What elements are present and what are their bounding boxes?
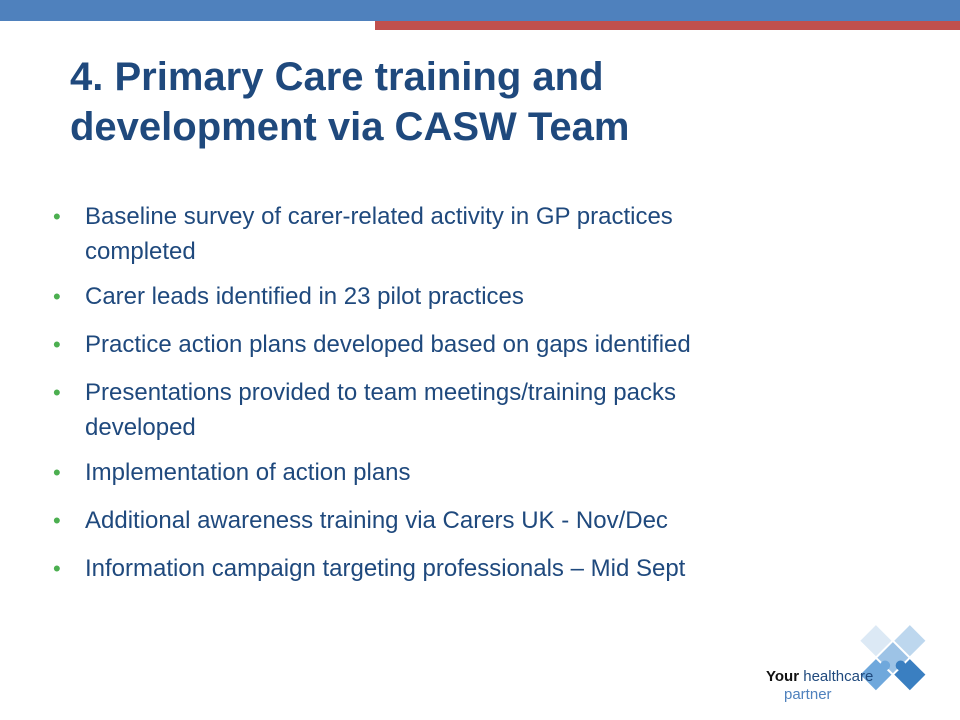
- bullet-item: [50, 326, 910, 364]
- bullet-text-continued: completed: [85, 238, 196, 265]
- slide-title: [70, 52, 930, 152]
- bullet-item: [50, 278, 910, 316]
- bullet-text: Presentations provided to team meetings/training packs: [85, 379, 676, 406]
- bullet-marker: •: [53, 508, 61, 533]
- bullet-item: [50, 454, 910, 492]
- bullet-text: Information campaign targeting professionals – Mid Sept: [85, 555, 686, 582]
- bullet-item: [50, 502, 910, 540]
- bullet-text: Additional awareness training via Carers UK - Nov/Dec: [85, 507, 668, 534]
- logo-word-your: Your: [766, 668, 800, 685]
- logo-wordmark: [766, 668, 876, 704]
- bullet-item: [50, 550, 910, 588]
- bullet-marker: •: [53, 380, 61, 405]
- brand-logo: [760, 618, 950, 718]
- bullet-item: [50, 198, 910, 268]
- bullet-marker: •: [53, 332, 61, 357]
- bullet-marker: •: [53, 284, 61, 309]
- bullet-text: Carer leads identified in 23 pilot practices: [85, 283, 524, 310]
- logo-word-healthcare: healthcare: [803, 668, 874, 685]
- bullet-text-continued: developed: [85, 414, 196, 441]
- bullet-list: [50, 198, 910, 598]
- bullet-marker: •: [53, 556, 61, 581]
- bullet-text: Baseline survey of carer-related activity in GP practices: [85, 203, 673, 230]
- slide-title-line-2: development via CASW Team: [70, 105, 630, 149]
- bullet-item: [50, 374, 910, 444]
- bullet-marker: •: [53, 204, 61, 229]
- bullet-marker: •: [53, 460, 61, 485]
- top-accent-bar-blue: [0, 0, 960, 21]
- slide-title-line-1: 4. Primary Care training and: [70, 55, 604, 99]
- bullet-text: Implementation of action plans: [85, 459, 411, 486]
- top-accent-bar-red: [375, 21, 960, 30]
- logo-word-partner: partner: [784, 686, 832, 703]
- bullet-text: Practice action plans developed based on gaps identified: [85, 331, 691, 358]
